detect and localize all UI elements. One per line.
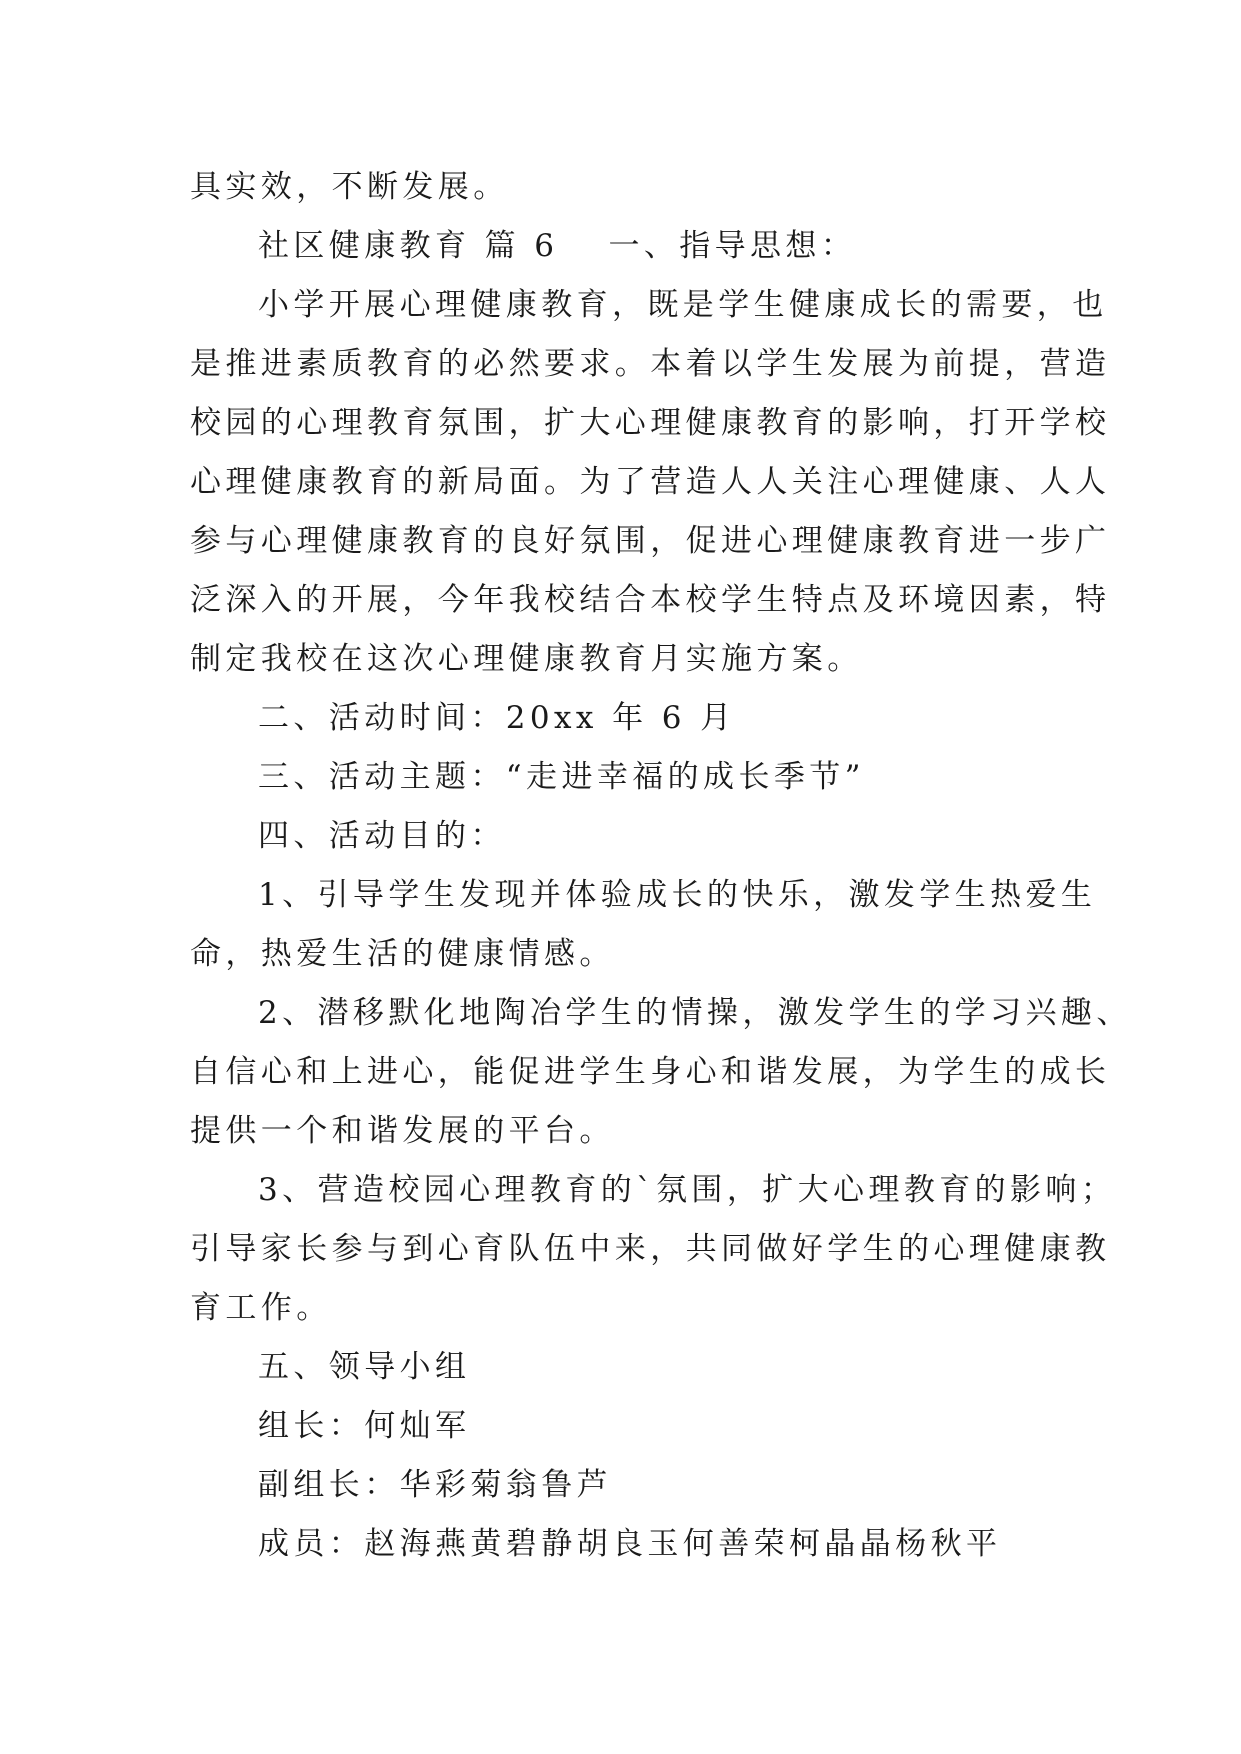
section-title: 社区健康教育 篇 6 xyxy=(258,228,559,264)
goal-item-3: 3、营造校园心理教育的`氛围，扩大心理教育的影响； xyxy=(258,1172,1117,1208)
goal-item-1: 1、引导学生发现并体验成长的快乐，激发学生热爱生 xyxy=(258,877,1097,913)
paragraph-line: 具实效，不断发展。 xyxy=(190,169,509,205)
paragraph-line: 命，热爱生活的健康情感。 xyxy=(190,936,615,972)
goal-item-2: 2、潜移默化地陶冶学生的情操，激发学生的学习兴趣、 xyxy=(258,995,1132,1031)
paragraph-line: 泛深入的开展，今年我校结合本校学生特点及环境因素，特 xyxy=(190,582,1111,618)
paragraph-line: 心理健康教育的新局面。为了营造人人关注心理健康、人人 xyxy=(190,464,1111,500)
paragraph-line: 引导家长参与到心育队伍中来，共同做好学生的心理健康教 xyxy=(190,1231,1111,1267)
activity-goals-heading: 四、活动目的： xyxy=(258,818,506,854)
leadership-heading: 五、领导小组 xyxy=(258,1349,471,1385)
activity-theme: 三、活动主题：“走进幸福的成长季节” xyxy=(258,759,865,795)
deputy-leader: 副组长：华彩菊翁鲁芦 xyxy=(258,1467,612,1503)
paragraph-line: 育工作。 xyxy=(190,1290,332,1326)
paragraph-line: 提供一个和谐发展的平台。 xyxy=(190,1113,615,1149)
paragraph-line: 小学开展心理健康教育，既是学生健康成长的需要，也 xyxy=(258,287,1108,323)
group-leader: 组长：何灿军 xyxy=(258,1408,471,1444)
document-body xyxy=(190,158,1132,1574)
paragraph-line: 校园的心理教育氛围，扩大心理健康教育的影响，打开学校 xyxy=(190,405,1111,441)
group-members: 成员：赵海燕黄碧静胡良玉何善荣柯晶晶杨秋平 xyxy=(258,1526,1002,1562)
paragraph-line: 自信心和上进心，能促进学生身心和谐发展，为学生的成长 xyxy=(190,1054,1111,1090)
section-title-line xyxy=(190,217,1070,276)
paragraph-line: 参与心理健康教育的良好氛围，促进心理健康教育进一步广 xyxy=(190,523,1111,559)
activity-time: 二、活动时间：20xx 年 6 月 xyxy=(258,700,736,736)
paragraph-line: 是推进素质教育的必然要求。本着以学生发展为前提，营造 xyxy=(190,346,1111,382)
section-heading: 一、指导思想： xyxy=(608,228,857,264)
paragraph-line: 制定我校在这次心理健康教育月实施方案。 xyxy=(190,641,863,677)
